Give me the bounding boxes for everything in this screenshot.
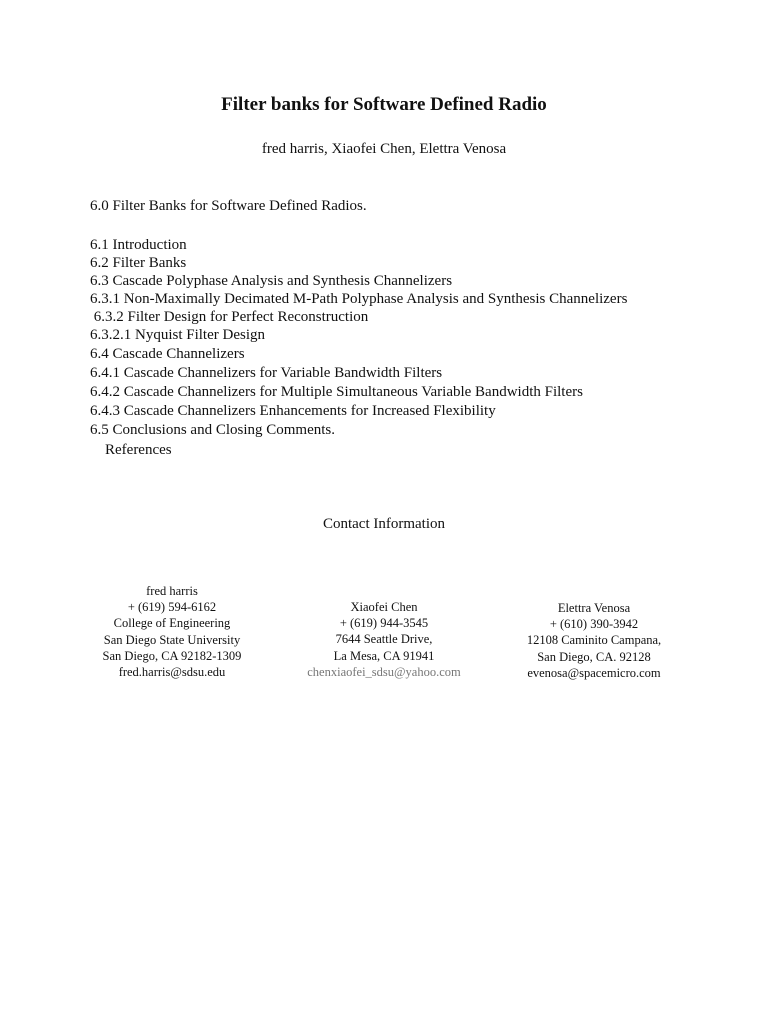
contact-name: Xiaofei Chen: [350, 600, 418, 614]
toc-heading: 6.0 Filter Banks for Software Defined Radios.: [90, 198, 367, 214]
contact-card-chen: [274, 599, 494, 680]
contact-email: chenxiaofei_sdsu@yahoo.com: [307, 664, 461, 679]
contact-phone: + (619) 944-3545: [339, 616, 429, 631]
toc-item: 6.4.1 Cascade Channelizers for Variable Bandwidth Filters: [90, 365, 443, 381]
toc-item: 6.2 Filter Banks: [90, 255, 187, 271]
toc-item: 6.4.2 Cascade Channelizers for Multiple Simultaneous Variable Bandwidth Filters: [90, 384, 583, 400]
toc-item: 6.4 Cascade Channelizers: [90, 346, 245, 362]
contact-name: Elettra Venosa: [557, 601, 631, 615]
contact-name: fred harris: [146, 584, 198, 598]
contact-org2: San Diego State University: [103, 632, 241, 647]
contact-street: 7644 Seattle Drive,: [335, 632, 433, 647]
contact-phone: + (619) 594-6162: [127, 600, 217, 615]
document-authors: fred harris, Xiaofei Chen, Elettra Venosa: [261, 141, 507, 157]
toc-item: 6.5 Conclusions and Closing Comments.: [90, 422, 336, 438]
toc-item: 6.3.2.1 Nyquist Filter Design: [90, 327, 265, 343]
contact-city: La Mesa, CA 91941: [333, 648, 435, 663]
document-title: Filter banks for Software Defined Radio: [221, 94, 547, 115]
toc-item: 6.3 Cascade Polyphase Analysis and Synthesis Channelizers: [90, 273, 453, 289]
contact-city: San Diego, CA. 92128: [537, 649, 651, 664]
contact-card-venosa: [484, 600, 704, 681]
contact-city: San Diego, CA 92182-1309: [102, 648, 242, 663]
toc-item: 6.1 Introduction: [90, 237, 187, 253]
toc-item: 6.4.3 Cascade Channelizers Enhancements for Increased Flexibility: [90, 403, 496, 419]
toc-item: References: [90, 442, 172, 458]
contact-heading: Contact Information: [322, 516, 446, 532]
contact-card-harris: [62, 583, 282, 680]
toc-item: 6.3.2 Filter Design for Perfect Reconstruction: [90, 309, 369, 325]
contact-phone: + (610) 390-3942: [549, 617, 639, 632]
contact-street: 12108 Caminito Campana,: [526, 633, 662, 648]
toc-item: 6.3.1 Non-Maximally Decimated M-Path Polyphase Analysis and Synthesis Channelizers: [90, 291, 628, 307]
contact-email: fred.harris@sdsu.edu: [118, 665, 226, 680]
contact-email: evenosa@spacemicro.com: [527, 665, 661, 680]
contact-org: College of Engineering: [113, 616, 231, 631]
